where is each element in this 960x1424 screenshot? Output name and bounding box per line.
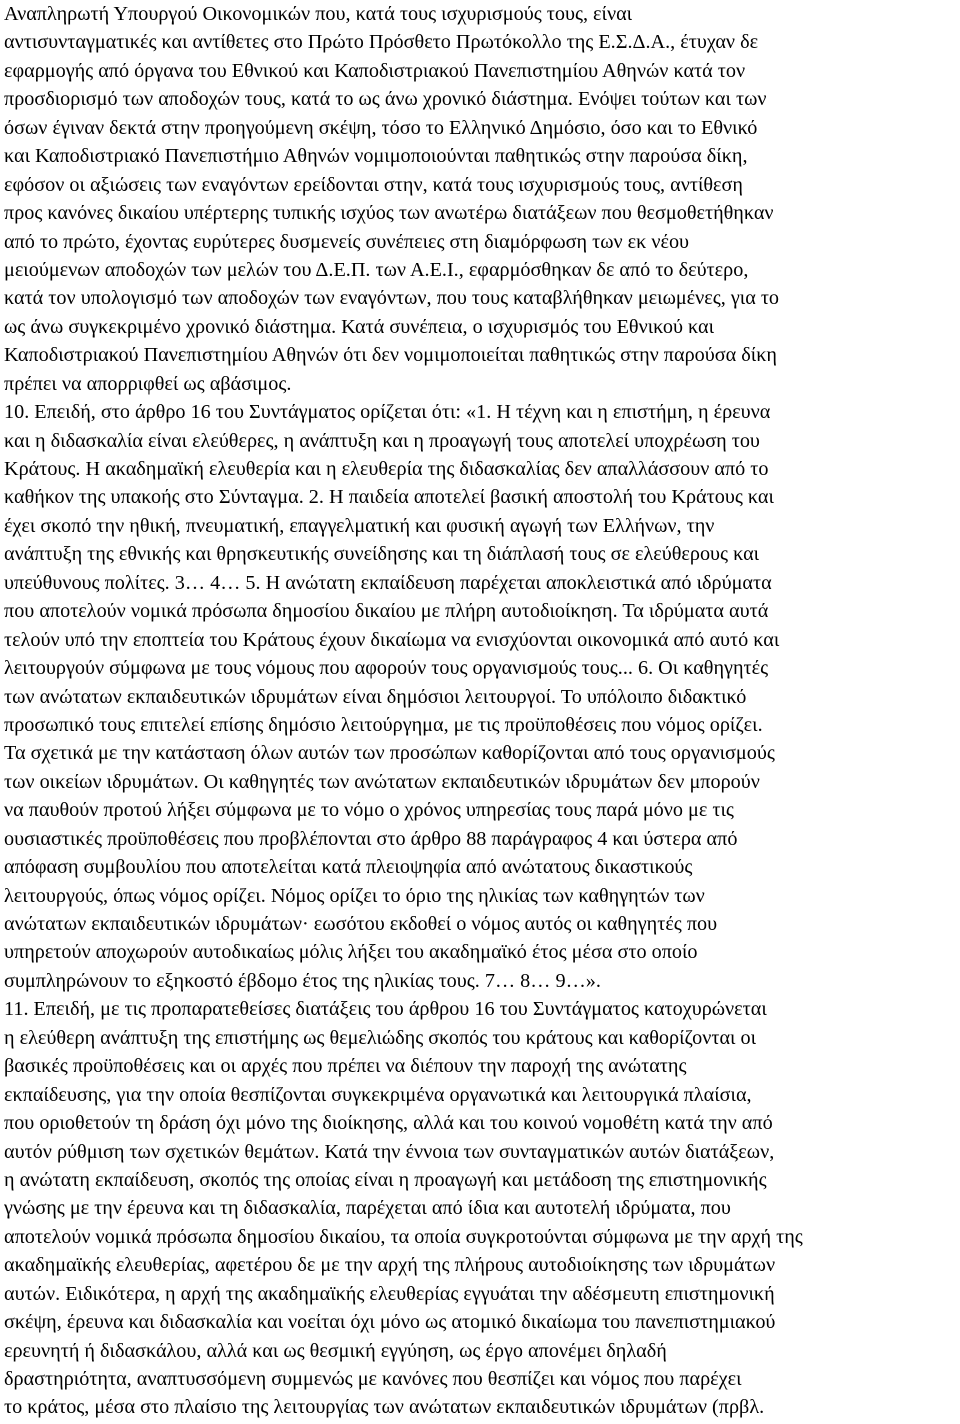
text-line: αυτών. Ειδικότερα, η αρχή της ακαδημαϊκής ελευθερίας εγγυάται την αδέσμευτη επιστημονική — [4, 1282, 775, 1305]
text-line: και Καποδιστριακό Πανεπιστήμιο Αθηνών νομιμοποιούνται παθητικώς στην παρούσα δίκη, — [4, 145, 748, 168]
text-line: εκπαίδευσης, για την οποία θεσπίζονται συγκεκριμένα οργανωτικά και λειτουργικά πλαίσια, — [4, 1083, 752, 1106]
text-line: συμπληρώνουν το εξηκοστό έβδομο έτος της ηλικίας τους. 7… 8… 9…». — [4, 969, 601, 992]
text-line: έχει σκοπό την ηθική, πνευματική, επαγγελματική και φυσική αγωγή των Ελλήνων, την — [4, 514, 715, 537]
text-line: προσδιορισμό των αποδοχών τους, κατά το ως άνω χρονικό διάστημα. Ενόψει τούτων και των — [4, 88, 767, 111]
text-line: 10. Επειδή, στο άρθρο 16 του Συντάγματος ορίζεται ότι: «1. Η τέχνη και η επιστήμη, η έρευνα — [4, 401, 771, 424]
text-line: εφόσον οι αξιώσεις των εναγόντων ερείδονται στην, κατά τους ισχυρισμούς τους, αντίθεση — [4, 173, 743, 196]
text-line: γνώσης με την έρευνα και τη διδασκαλία, παρέχεται από ίδια και αυτοτελή ιδρύματα, που — [4, 1197, 731, 1220]
text-line: που οριοθετούν τη δράση όχι μόνο της διοίκησης, αλλά και του κοινού νομοθέτη κατά την από — [4, 1112, 773, 1135]
text-line: προς κανόνες δικαίου υπέρτερης τυπικής ισχύος των ανωτέρω διατάξεων που θεσμοθετήθηκαν — [4, 202, 774, 225]
text-line: υπηρετούν αποχωρούν αυτοδικαίως μόλις λήξει του ακαδημαϊκό έτος μέσα στο οποίο — [4, 941, 698, 964]
text-line: Αναπληρωτή Υπουργού Οικονομικών που, κατά τους ισχυρισμούς τους, είναι — [4, 3, 633, 25]
text-line: πρέπει να απορριφθεί ως αβάσιμος. — [4, 372, 292, 395]
text-line: Κράτους. Η ακαδημαϊκή ελευθερία και η ελευθερία της διδασκαλίας δεν απαλλάσσουν από το — [4, 458, 769, 480]
text-line: κατά τον υπολογισμό των αποδοχών των εναγόντων, που τους καταβλήθηκαν μειωμένες, για το — [4, 287, 780, 310]
text-line: 11. Επειδή, με τις προπαρατεθείσες διατάξεις του άρθρου 16 του Συντάγματος κατοχυρώνεται — [4, 998, 767, 1021]
text-line: λειτουργούς, όπως νόμος ορίζει. Νόμος ορίζει το όριο της ηλικίας των καθηγητών των — [4, 884, 705, 907]
text-line: όσων έγιναν δεκτά στην προηγούμενη σκέψη, τόσο το Ελληνικό Δημόσιο, όσο και το Εθνικό — [4, 116, 758, 139]
text-line: των ανώτατων εκπαιδευτικών ιδρυμάτων είναι δημόσιοι λειτουργοί. Το υπόλοιπο διδακτικό — [4, 685, 747, 708]
text-line: των οικείων ιδρυμάτων. Οι καθηγητές των ανώτατων εκπαιδευτικών ιδρυμάτων δεν μπορούν — [4, 770, 760, 793]
document-page — [4, 0, 957, 1422]
text-line: και η διδασκαλία είναι ελεύθερες, η ανάπτυξη και η προαγωγή τους αποτελεί υποχρέωση του — [4, 429, 760, 452]
text-line: καθήκον της υπακοής στο Σύνταγμα. 2. Η παιδεία αποτελεί βασική αποστολή του Κράτους και — [4, 486, 774, 509]
text-line: υπεύθυνους πολίτες. 3… 4… 5. Η ανώτατη εκπαίδευση παρέχεται αποκλειστικά από ιδρύματα — [4, 571, 772, 594]
text-line: ανώτατων εκπαιδευτικών ιδρυμάτων· εωσότου εκδοθεί ο νόμος αυτός οι καθηγητές που — [4, 913, 718, 935]
text-line: ουσιαστικές προϋποθέσεις που προβλέπονται στο άρθρο 88 παράγραφος 4 και ύστερα από — [4, 827, 738, 850]
text-line: Τα σχετικά με την κατάσταση όλων αυτών των προσώπων καθορίζονται από τους οργανισμούς — [4, 742, 775, 765]
text-line: ανάπτυξη της εθνικής και θρησκευτικής συνείδησης και τη διάπλασή τους σε ελεύθερους και — [4, 543, 760, 566]
text-line: αντισυνταγματικές και αντίθετες στο Πρώτο Πρόσθετο Πρωτόκολλο της Ε.Σ.Δ.Α., έτυχαν δε — [4, 31, 759, 54]
text-line: ακαδημαϊκής ελευθερίας, αφετέρου δε με την αρχή της πλήρους αυτοδιοίκησης των ιδρυμάτων — [4, 1254, 776, 1277]
text-line: η ανώτατη εκπαίδευση, σκοπός της οποίας είναι η προαγωγή και μετάδοση της επιστημονικής — [4, 1168, 767, 1191]
text-line: σκέψη, έρευνα και διδασκαλία και νοείται όχι μόνο ως ατομικό δικαίωμα του πανεπιστημιακού — [4, 1311, 776, 1334]
text-line: δραστηριότητα, αναπτυσσόμενη συμμενώς με κανόνες που θεσπίζει και νόμος που παρέχει — [4, 1368, 742, 1390]
text-line: τελούν υπό την εποπτεία του Κράτους έχουν δικαίωμα να ενισχύονται οικονομικά από αυτό και — [4, 628, 780, 651]
text-line: Καποδιστριακού Πανεπιστημίου Αθηνών ότι δεν νομιμοποιείται παθητικώς στην παρούσα δίκη — [4, 344, 777, 367]
text-line: που αποτελούν νομικά πρόσωπα δημοσίου δικαίου με πλήρη αυτοδιοίκηση. Τα ιδρύματα αυτά — [4, 600, 769, 623]
text-line: ως άνω συγκεκριμένο χρονικό διάστημα. Κατά συνέπεια, ο ισχυρισμός του Εθνικού και — [4, 315, 715, 338]
text-line: από το πρώτο, έχοντας ευρύτερες δυσμενείς συνέπειες στη διαμόρφωση των εκ νέου — [4, 230, 690, 253]
text-line: μειούμενων αποδοχών των μελών του Δ.Ε.Π. των Α.Ε.Ι., εφαρμόσθηκαν δε από το δεύτερο, — [4, 258, 749, 281]
text-line: η ελεύθερη ανάπτυξη της επιστήμης ως θεμελιώδης σκοπός του κράτους και καθορίζονται οι — [4, 1026, 757, 1049]
text-line: λειτουργούν σύμφωνα με τους νόμους που αφορούν τους οργανισμούς τους... 6. Οι καθηγητές — [4, 657, 769, 680]
text-line: να παυθούν προτού λήξει σύμφωνα με το νόμο ο χρόνος υπηρεσίας τους παρά μόνο με τις — [4, 799, 734, 822]
text-line: βασικές προϋποθέσεις και οι αρχές που πρέπει να διέπουν την παροχή της ανώτατης — [4, 1055, 687, 1078]
text-line: ερευνητή ή διδασκάλου, αλλά και ως θεσμική εγγύηση, ως έργο απονέμει δηλαδή — [4, 1339, 667, 1362]
text-line: εφαρμογής από όργανα του Εθνικού και Καποδιστριακού Πανεπιστημίου Αθηνών κατά τον — [4, 59, 746, 82]
text-line: αποτελούν νομικά πρόσωπα δημοσίου δικαίου, τα οποία συγκροτούνται σύμφωνα με την αρχή της — [4, 1225, 803, 1248]
text-line: αυτόν ρύθμιση των σχετικών θεμάτων. Κατά την έννοια των συνταγματικών αυτών διατάξεων, — [4, 1140, 775, 1163]
text-line: το κράτος, μέσα στο πλαίσιο της λειτουργίας των ανώτατων εκπαιδευτικών ιδρυμάτων (πρβλ. — [4, 1396, 765, 1419]
text-line: απόφαση συμβουλίου που αποτελείται κατά πλειοψηφία από ανώτατους δικαστικούς — [4, 856, 693, 879]
text-line: προσωπικό τους επιτελεί επίσης δημόσιο λειτούργημα, με τις προϋποθέσεις που νόμος ορίζει. — [4, 713, 763, 736]
